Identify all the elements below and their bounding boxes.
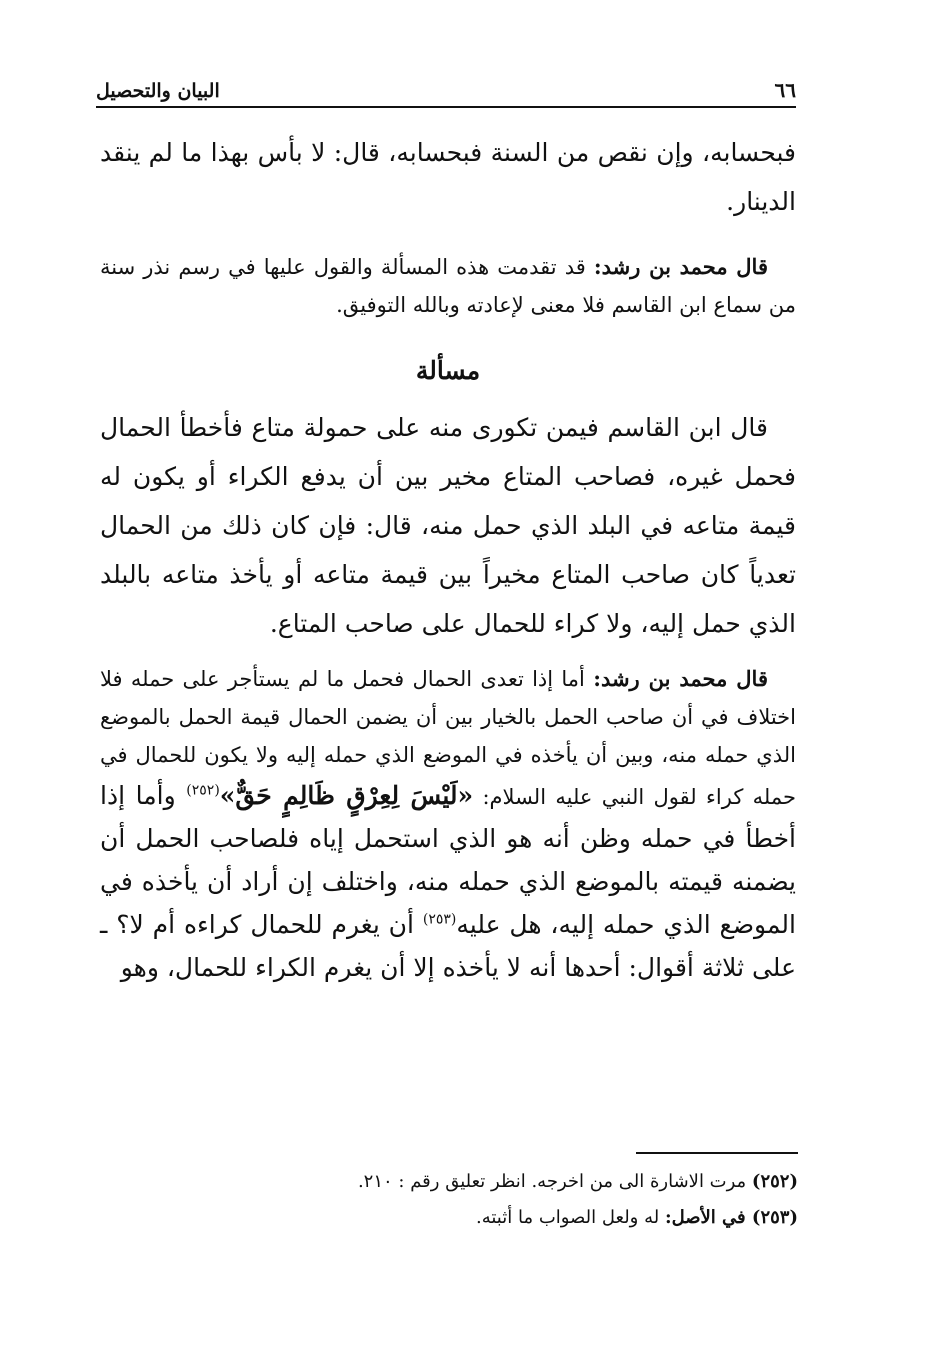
footnote-252 [300,1164,798,1200]
page-header [96,70,796,108]
footnotes [300,1164,798,1236]
section-heading: مسألة [415,356,481,385]
paragraph-1: فبحسابه، وإن نقص من السنة فبحسابه، قال: لا بأس بهذا ما لم ينقد الدينار. [100,138,796,216]
speaker-label: قال محمد بن رشد: [593,254,768,279]
footnote-divider [636,1152,798,1154]
speaker-label: قال محمد بن رشد: [593,666,768,691]
page-body [100,128,796,989]
footnote-text: له ولعل الصواب ما أثبته. [476,1207,665,1228]
footnote-number: (٢٥٣) [751,1207,798,1228]
running-title: البيان والتحصيل [96,80,220,102]
paragraph-4-text: أما إذا تعدى الحمال فحمل ما لم يستأجر على حمله فلا اختلاف في أن صاحب الحمل بالخيار بين أن يضمن الحمال قيمة الحمل بالموضع الذي حمله منه، وبين أن يأخذه في الموضع الذي حمله إليه ولا يكون للحمال في حمله كراء لقول النبي عليه السلام: [100,667,796,809]
footnote-label: في الأصل: [664,1207,752,1228]
paragraph-4-continuation [100,781,796,982]
footnote-ref-253: (٢٥٣) [422,911,457,928]
hadith-quote: «لَيْسَ لِعِرْقٍ ظَالِمٍ حَقٌّ» [219,781,474,810]
page-number: ٦٦ [774,78,796,102]
footnote-number: (٢٥٢) [751,1171,798,1192]
paragraph-4 [100,660,796,989]
footnote-253 [300,1200,798,1236]
footnote-ref-252: (٢٥٢) [186,782,220,799]
footnote-text: مرت الاشارة الى من اخرجه. انظر تعليق رقم : ٢١٠. [357,1171,752,1192]
paragraph-2-text: قد تقدمت هذه المسألة والقول عليها في رسم نذر سنة من سماع ابن القاسم فلا معنى لإعادته وبالله التوفيق. [100,255,796,317]
paragraph-3: قال ابن القاسم فيمن تكورى منه على حمولة متاع فأخطأ الحمال فحمل غيره، فصاحب المتاع مخير بين أن يدفع الكراء أو يكون له قيمة متاعه في البلد الذي حمل منه، قال: فإن كان ذلك من الحمال تعدياً كان صاحب المتاع مخيراً بين قيمة متاعه أو يأخذ متاعه بالبلد الذي حمل إليه، ولا كراء للحمال على صاحب المتاع. [100,413,796,638]
paragraph-4-text-2: وأما إذا أخطأ في حمله وظن أنه هو الذي استحمل إياه فلصاحب الحمل أن يضمنه قيمته بالموضع الذي حمله منه، واختلف إن أراد أن يأخذه في الموضع الذي حمله إليه، هل عليه [100,781,796,939]
paragraph-2 [100,248,796,324]
paragraph-4-text-3: أن يغرم للحمال كراءه أم لا؟ ـ على ثلاثة أقوال: أحدها أنه لا يأخذه إلا أن يغرم الكراء للحمال، وهو [100,910,796,982]
